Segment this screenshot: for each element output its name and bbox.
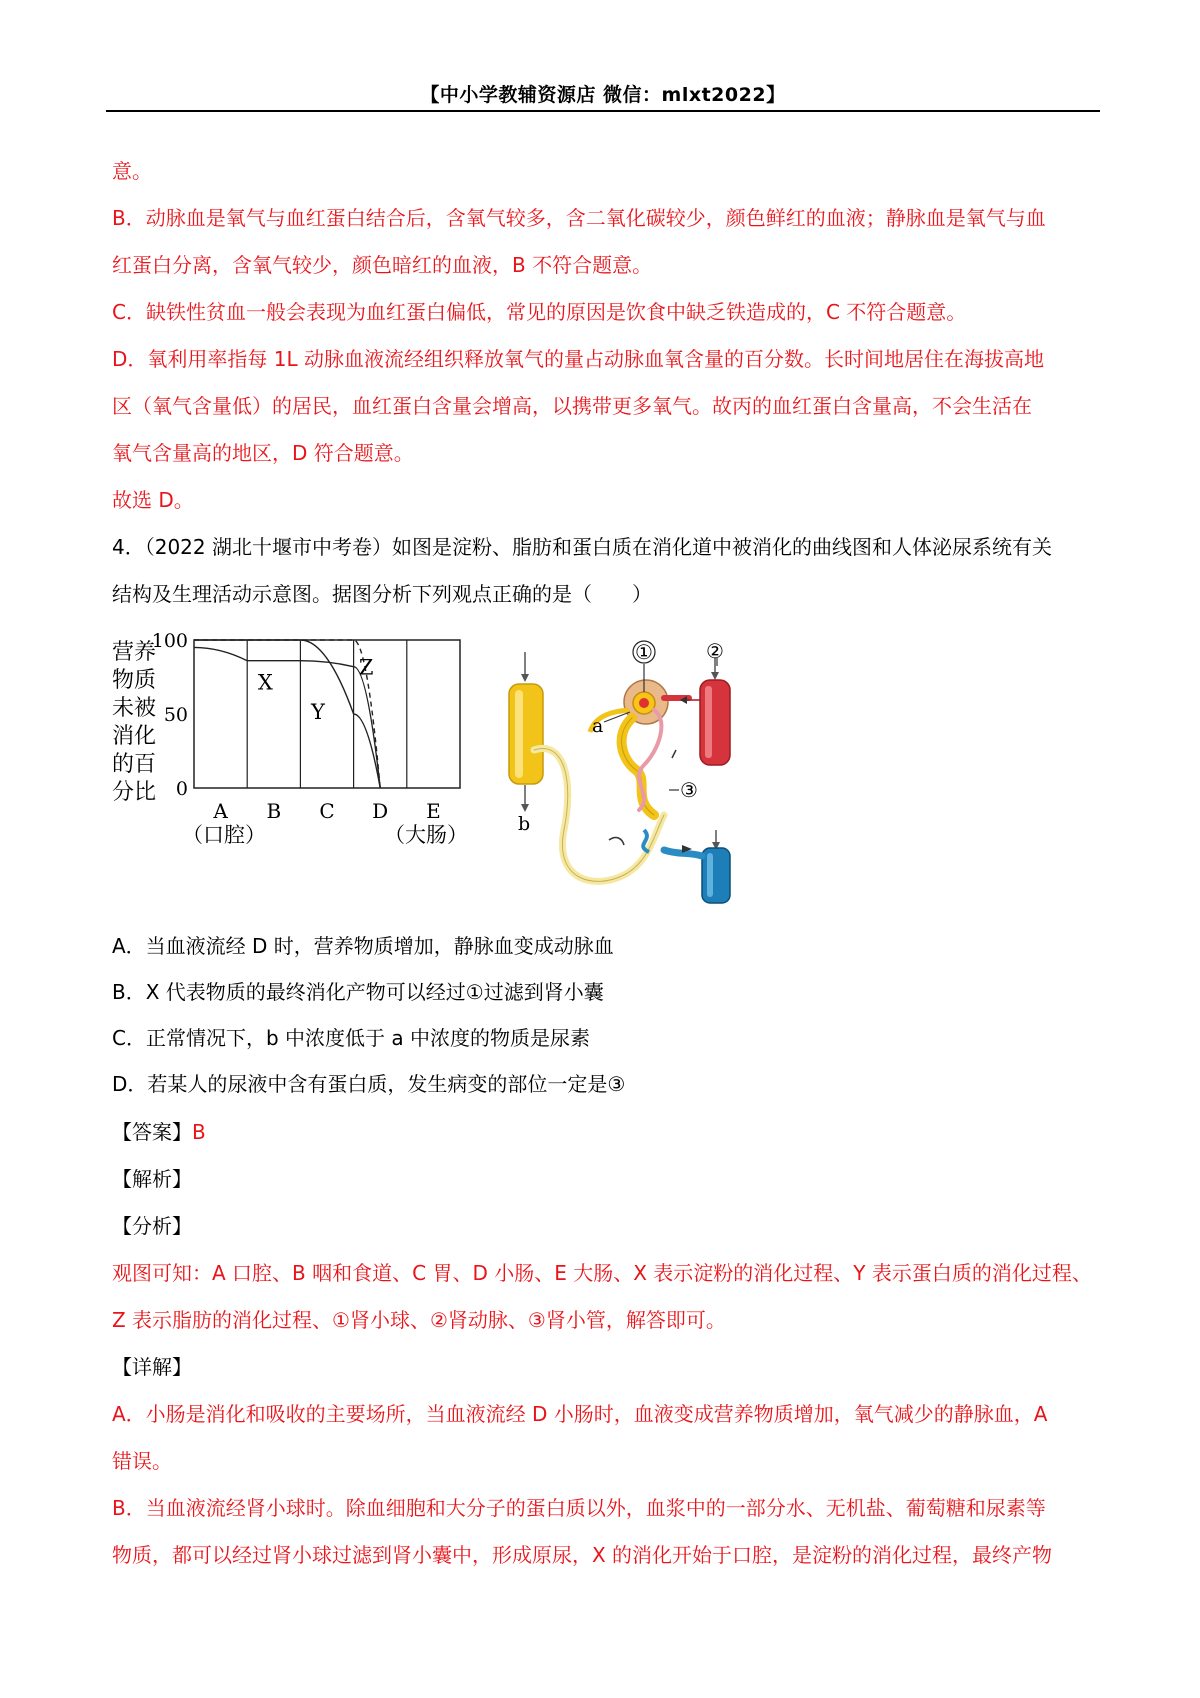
x-tick-label: B [266,799,282,823]
curve-label-z: Z [358,655,374,680]
header-rule [106,110,1100,112]
curve-label-x: X [257,670,273,695]
curve-x [194,647,380,788]
answer-label: 【答案】 [112,1120,192,1144]
curves [194,640,380,788]
prev-line: 氧气含量高的地区，D 符合题意。 [112,441,414,465]
nephron [590,680,689,815]
xnote-mouth: （口腔） [182,823,266,847]
fenxi-label: 【分析】 [112,1214,192,1238]
answer-value: B [192,1120,206,1144]
y-tick-label: 50 [163,704,188,726]
answer-line [112,1109,1098,1156]
prev-line: 故选 D。 [112,488,194,512]
detail-line: B．当血液流经肾小球时。除血细胞和大分子的蛋白质以外，血浆中的一部分水、无机盐、葡萄糖和尿素等 [112,1496,1046,1520]
option-b: B．X 代表物质的最终消化产物可以经过①过滤到肾小囊 [112,980,604,1004]
option-d: D．若某人的尿液中含有蛋白质，发生病变的部位一定是③ [112,1072,626,1096]
ylabel-line: 消化 [112,724,157,749]
ylabel-line: 分比 [112,780,157,805]
ylabel-line: 营养 [112,640,157,665]
option-c: C．正常情况下，b 中浓度低于 a 中浓度的物质是尿素 [112,1026,590,1050]
detail-line: A．小肠是消化和吸收的主要场所，当血液流经 D 小肠时，血液变成营养物质增加，氧气减少的静脉血，A [112,1402,1048,1426]
prev-line: B．动脉血是氧气与血红蛋白结合后，含氧气较多，含二氧化碳较少，颜色鲜红的血液；静脉血是氧气与血 [112,206,1046,230]
prev-line: D．氧利用率指每 1L 动脉血液流经组织释放氧气的量占动脉血氧含量的百分数。长时间地居住在海拔高地 [112,347,1044,371]
capillary [639,710,661,810]
label-b: b [518,813,531,835]
page-content [112,148,1098,1579]
ylabel-line: 物质 [112,668,157,693]
curve-label-y: Y [311,700,325,725]
urine-tube [534,748,664,881]
y-tick-label: 100 [151,630,188,652]
label-circle-2: ② [706,640,724,663]
x-tick-label: D [372,799,389,823]
digestion-chart [112,628,482,853]
curve-y [194,640,380,788]
detail-line: 物质，都可以经过肾小球过滤到肾小囊中，形成原尿，X 的消化开始于口腔，是淀粉的消化过程，最终产物 [112,1543,1053,1567]
y-axis-label [112,640,156,805]
xnote-large-intestine: （大肠） [384,823,468,847]
x-tick-label: E [426,799,441,823]
renal-artery [680,658,730,765]
ylabel-line: 的百 [112,752,157,777]
figure-area [112,618,1098,923]
prev-line: C．缺铁性贫血一般会表现为血红蛋白偏低，常见的原因是饮食中缺乏铁造成的，C 不符合题意。 [112,300,967,324]
prev-line: 意。 [112,159,152,183]
question-stem: 结构及生理活动示意图。据图分析下列观点正确的是（ ） [112,582,652,606]
label-circle-3: ③ [680,778,698,802]
fenxi-line: Z 表示脂肪的消化过程、①肾小球、②肾动脉、③肾小管，解答即可。 [112,1308,726,1332]
ylabel-line: 未被 [112,696,157,721]
question-stem: 4．（2022 湖北十堰市中考卷）如图是淀粉、脂肪和蛋白质在消化道中被消化的曲线图和人体泌尿系统有关 [112,535,1052,559]
renal-tubule [622,718,654,815]
y-ticks [152,630,188,800]
collecting-duct-tube [509,652,543,812]
analysis-label: 【解析】 [112,1167,192,1191]
x-tick-label: A [213,799,228,823]
x-tick-label: C [319,799,335,823]
curve-labels [258,656,374,724]
fenxi-line: 观图可知：A 口腔、B 咽和食道、C 胃、D 小肠、E 大肠、X 表示淀粉的消化过程、Y 表示蛋白质的消化过程、 [112,1261,1092,1285]
y-tick-label: 0 [175,778,188,800]
detail-label: 【详解】 [112,1355,192,1379]
label-a: a [592,715,604,737]
detail-line: 错误。 [112,1449,172,1473]
prev-line: 区（氧气含量低）的居民，血红蛋白含量会增高，以携带更多氧气。故丙的血红蛋白含量高，不会生活在 [112,394,1032,418]
page-header: 【中小学教辅资源店 微信：mlxt2022】 [420,84,786,106]
option-a: A．当血液流经 D 时，营养物质增加，静脉血变成动脉血 [112,934,614,958]
x-ticks [212,799,440,823]
answer-block [112,1109,1098,1579]
urinary-diagram [504,640,764,905]
prev-line: 红蛋白分离，含氧气较少，颜色暗红的血液，B 不符合题意。 [112,253,653,277]
label-circle-1: ① [635,640,653,664]
curve-z [194,640,380,788]
